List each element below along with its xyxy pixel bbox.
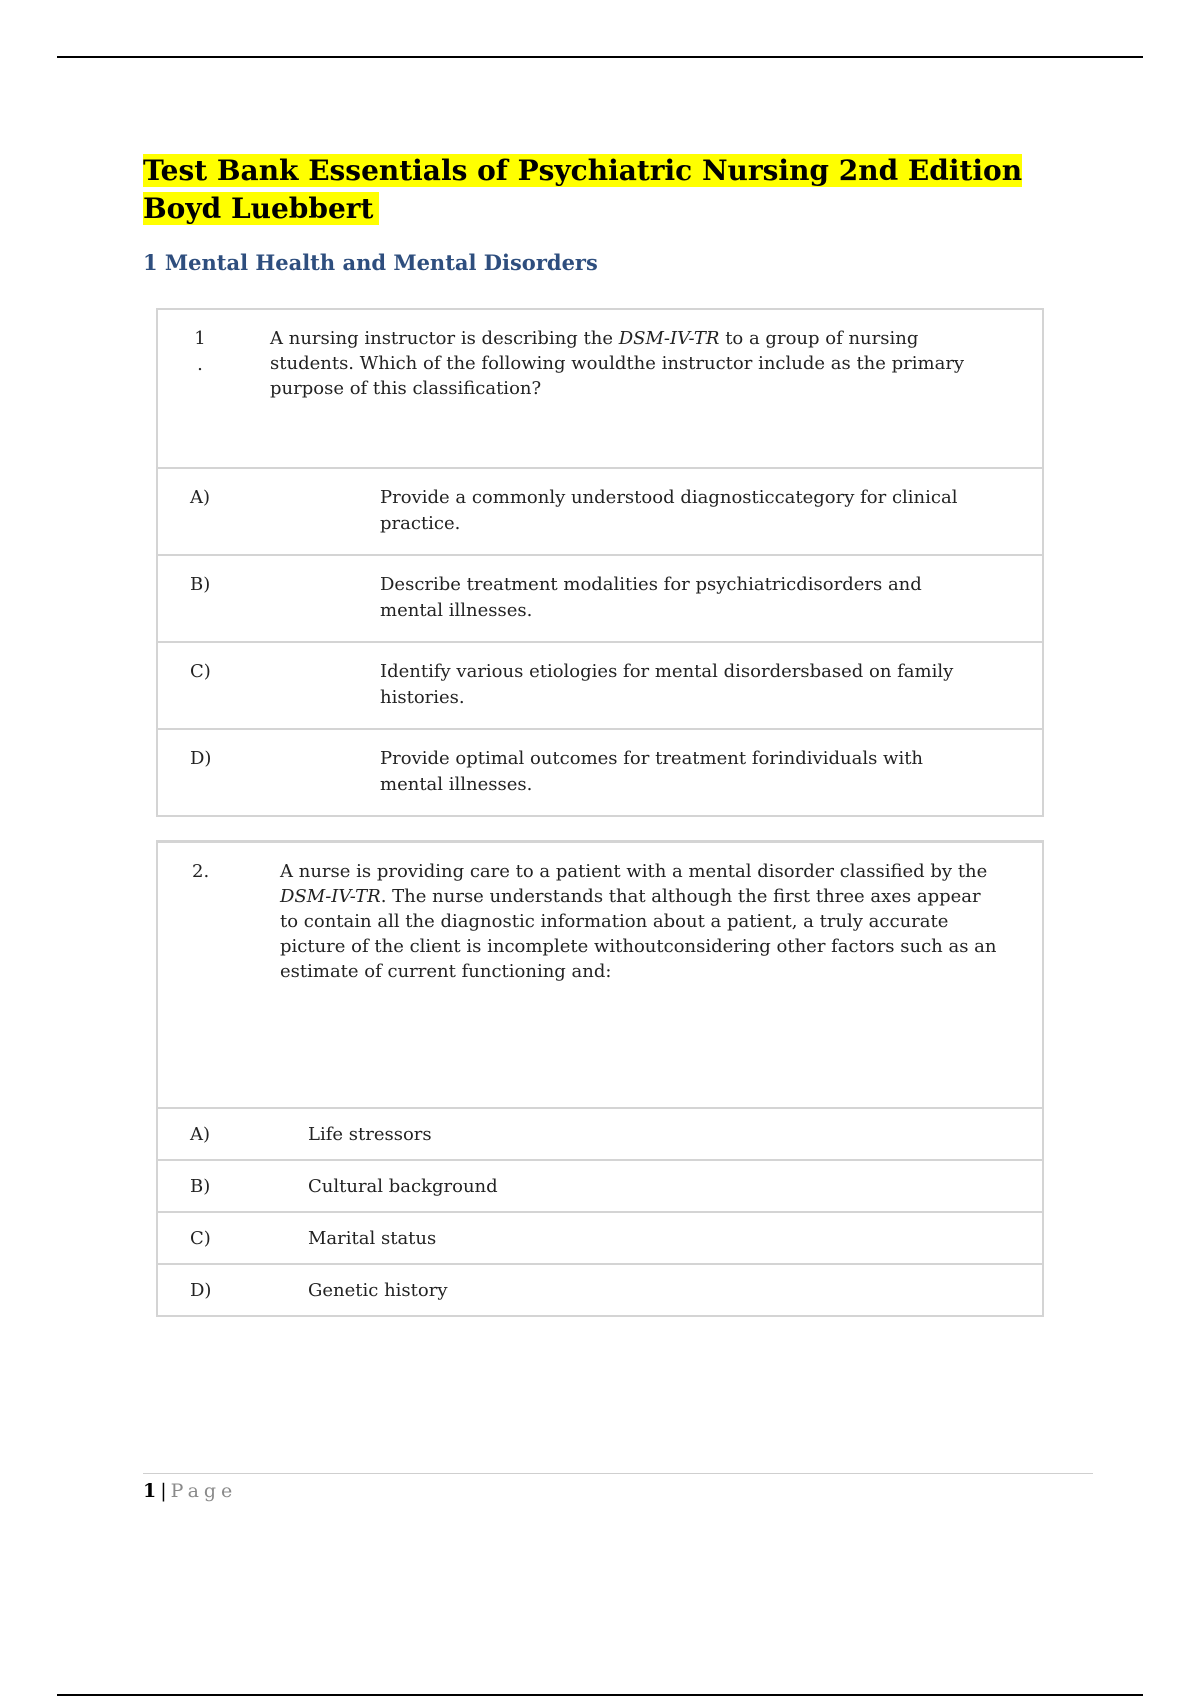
page-label: Page — [170, 1480, 238, 1502]
option-text: Identify various etiologies for mental disordersbased on family histories. — [380, 661, 954, 708]
option-letter: D) — [190, 748, 212, 769]
footer-rule — [143, 1473, 1093, 1474]
dsm-italic: DSM-IV-TR — [618, 328, 720, 349]
option-letter: C) — [190, 661, 211, 682]
question-table-2 — [156, 840, 1044, 1317]
option-letter: D) — [190, 1280, 212, 1301]
option-letter: A) — [190, 1124, 211, 1145]
option-text: Life stressors — [308, 1124, 432, 1145]
answer-option-row — [158, 1211, 1042, 1263]
answer-option-row — [158, 641, 1042, 728]
title-highlight: Test Bank Essentials of Psychiatric Nursing 2nd Edition Boyd Luebbert — [143, 154, 1023, 225]
option-text: Cultural background — [308, 1176, 498, 1197]
answer-option-row — [158, 1159, 1042, 1211]
option-letter: C) — [190, 1228, 211, 1249]
answer-option-row — [158, 1263, 1042, 1315]
question-stem: A nurse is providing care to a patient with a mental disorder classified by the DSM-IV-TR. The nurse understands that although the first three axes appear to contain all the diagnostic information about a patient, a truly accurate picture of the client is incomplete withoutconsidering other factors such as an estimate of current functioning and: — [280, 861, 997, 982]
question-number: 2. — [192, 861, 210, 882]
option-text: Marital status — [308, 1228, 437, 1249]
page-footer — [143, 1480, 237, 1502]
bottom-rule — [57, 1694, 1143, 1696]
question-stem: A nursing instructor is describing the DSM-IV-TR to a group of nursing students. Which of the following wouldthe instructor include as the primary purpose of this classification? — [270, 328, 965, 399]
question-table-1 — [156, 308, 1044, 817]
answer-option-row — [158, 554, 1042, 641]
section-heading: 1 Mental Health and Mental Disorders — [143, 250, 598, 275]
question-stem-row — [158, 310, 1042, 467]
footer-separator: | — [160, 1480, 167, 1502]
answer-option-row — [158, 1107, 1042, 1159]
option-text: Describe treatment modalities for psychiatricdisorders and mental illnesses. — [380, 574, 922, 621]
option-letter: B) — [190, 1176, 211, 1197]
option-text: Provide optimal outcomes for treatment forindividuals with mental illnesses. — [380, 748, 924, 795]
answer-option-row — [158, 467, 1042, 554]
page-number: 1 — [143, 1480, 157, 1502]
top-rule — [57, 56, 1143, 58]
answer-option-row — [158, 728, 1042, 815]
option-letter: A) — [190, 487, 211, 508]
question-stem-row — [158, 843, 1042, 1107]
question-number: 1 . — [194, 328, 206, 375]
dsm-italic: DSM-IV-TR — [280, 886, 381, 907]
option-text: Provide a commonly understood diagnosticcategory for clinical practice. — [380, 487, 958, 534]
option-letter: B) — [190, 574, 211, 595]
document-title — [143, 152, 1063, 228]
option-text: Genetic history — [308, 1280, 448, 1301]
